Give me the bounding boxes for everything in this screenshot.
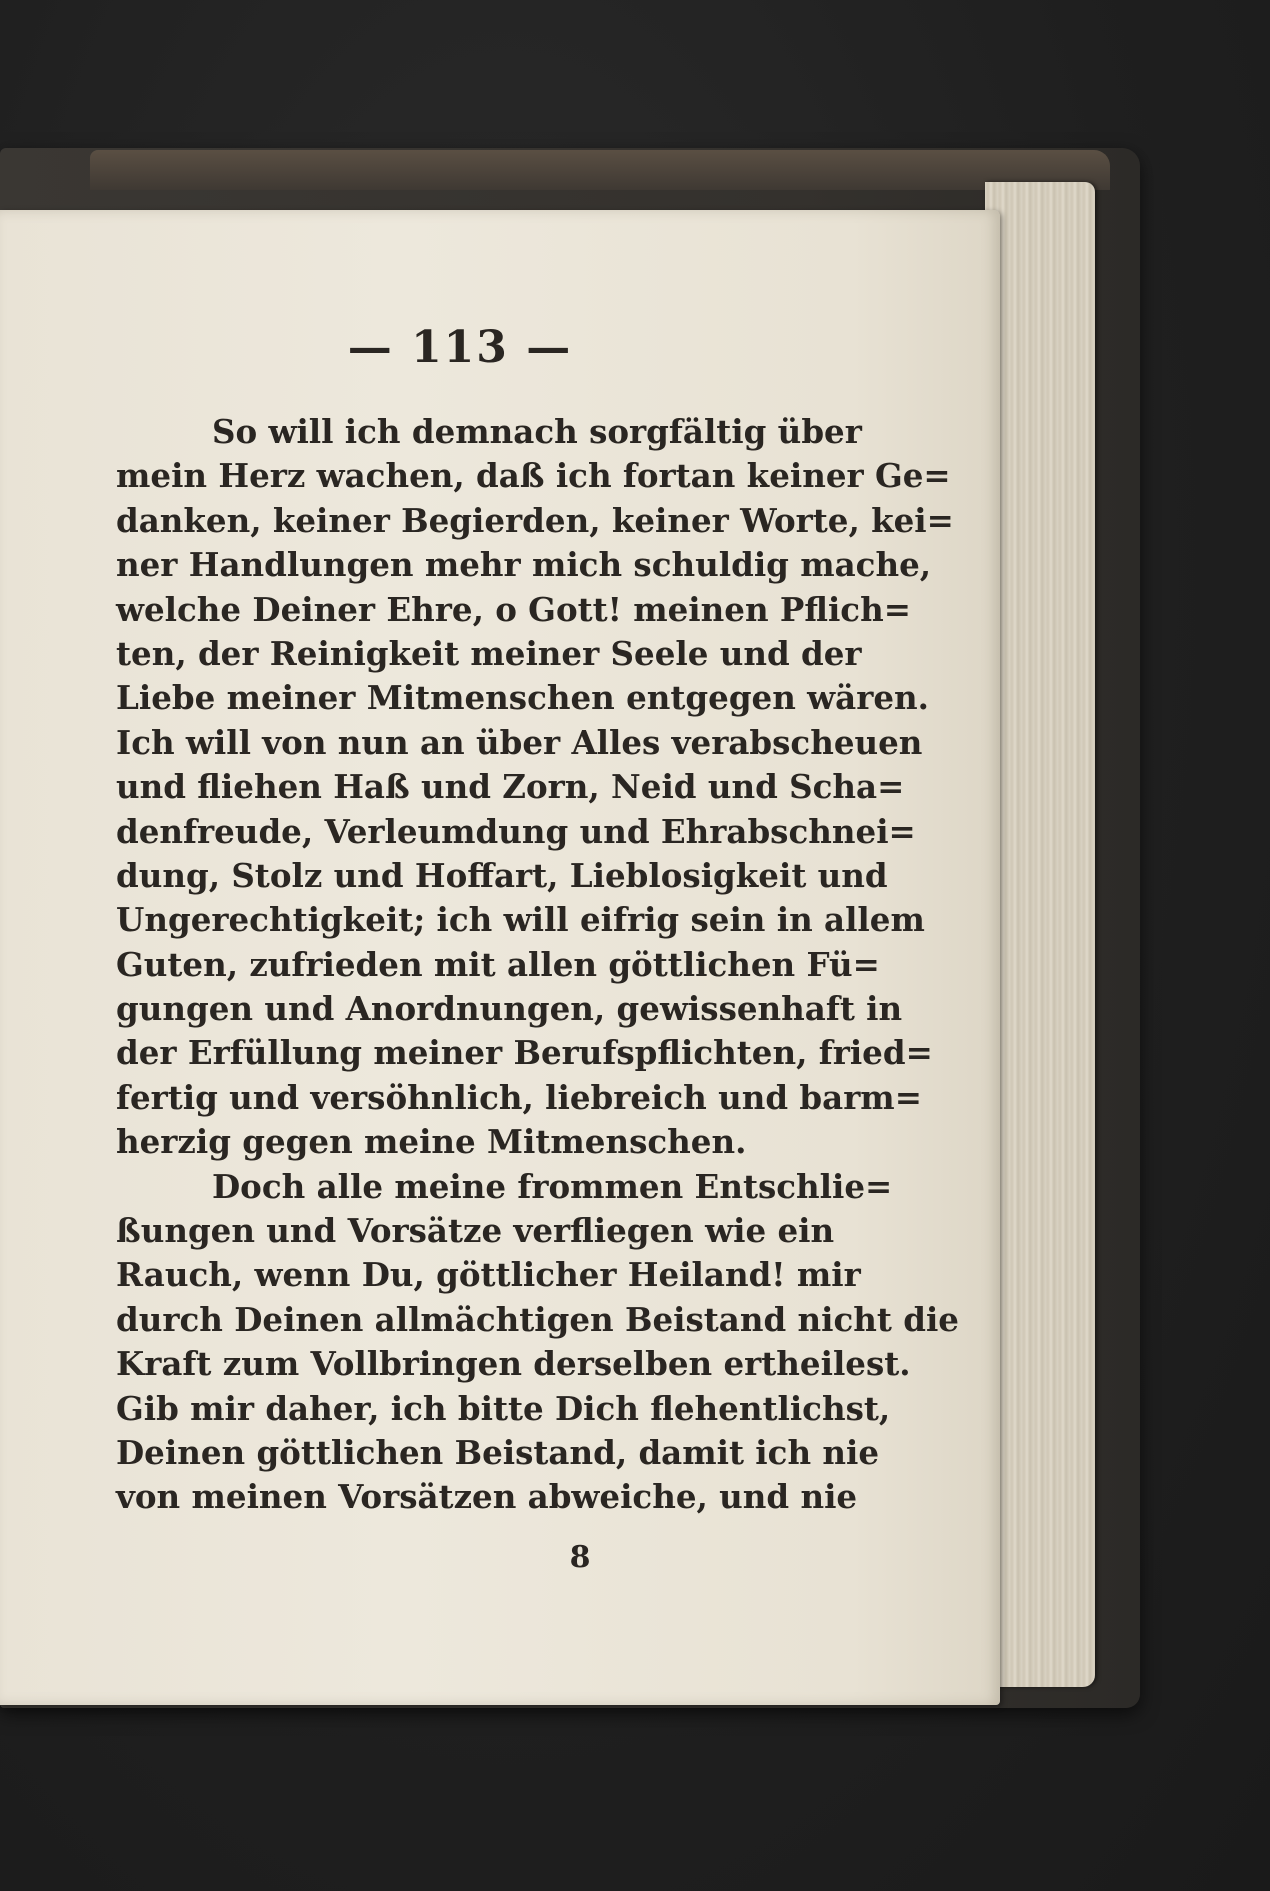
text-line: danken, keiner Begierden, keiner Worte, kei= [116,500,954,540]
text-line: Liebe meiner Mitmenschen entgegen wären. [116,678,929,718]
page-edges [985,182,1095,1687]
text-line: fertig und versöhnlich, liebreich und barm= [116,1077,922,1117]
text-line: welche Deiner Ehre, o Gott! meinen Pflich= [116,589,911,629]
text-line: Ungerechtigkeit; ich will eifrig sein in allem [116,900,925,940]
text-line: ten, der Reinigkeit meiner Seele und der [116,633,862,673]
text-line: Guten, zufrieden mit allen göttlichen Fü= [116,944,880,984]
text-line: Kraft zum Vollbringen derselben ertheilest. [116,1344,911,1384]
text-line: dung, Stolz und Hoffart, Lieblosigkeit und [116,855,888,895]
cover-top-edge [90,150,1110,190]
text-line: Deinen göttlichen Beistand, damit ich nie [116,1432,880,1472]
text-line: der Erfüllung meiner Berufspflichten, fried= [116,1033,933,1073]
text-line: von meinen Vorsätzen abweiche, und nie [116,1477,858,1517]
text-line: und fliehen Haß und Zorn, Neid und Scha= [116,767,905,807]
text-line: Doch alle meine frommen Entschlie= [212,1166,893,1206]
text-line: gungen und Anordnungen, gewissenhaft in [116,989,903,1029]
text-line: ner Handlungen mehr mich schuldig mache, [116,545,932,585]
text-line: durch Deinen allmächtigen Beistand nicht die [116,1299,959,1339]
text-line: herzig gegen meine Mitmenschen. [116,1122,747,1162]
body-text [116,410,959,1520]
text-line: Rauch, wenn Du, göttlicher Heiland! mir [116,1255,861,1295]
signature-mark: 8 [569,1540,591,1575]
text-line: So will ich demnach sorgfältig über [212,412,862,451]
text-line: denfreude, Verleumdung und Ehrabschnei= [116,811,916,851]
text-line: ßungen und Vorsätze verfliegen wie ein [116,1211,835,1251]
page-number: — 113 — [347,322,573,373]
text-line: Gib mir daher, ich bitte Dich flehentlichst, [116,1388,891,1428]
text-line: mein Herz wachen, daß ich fortan keiner Ge= [116,456,951,496]
text-line: Ich will von nun an über Alles verabscheuen [116,722,923,762]
